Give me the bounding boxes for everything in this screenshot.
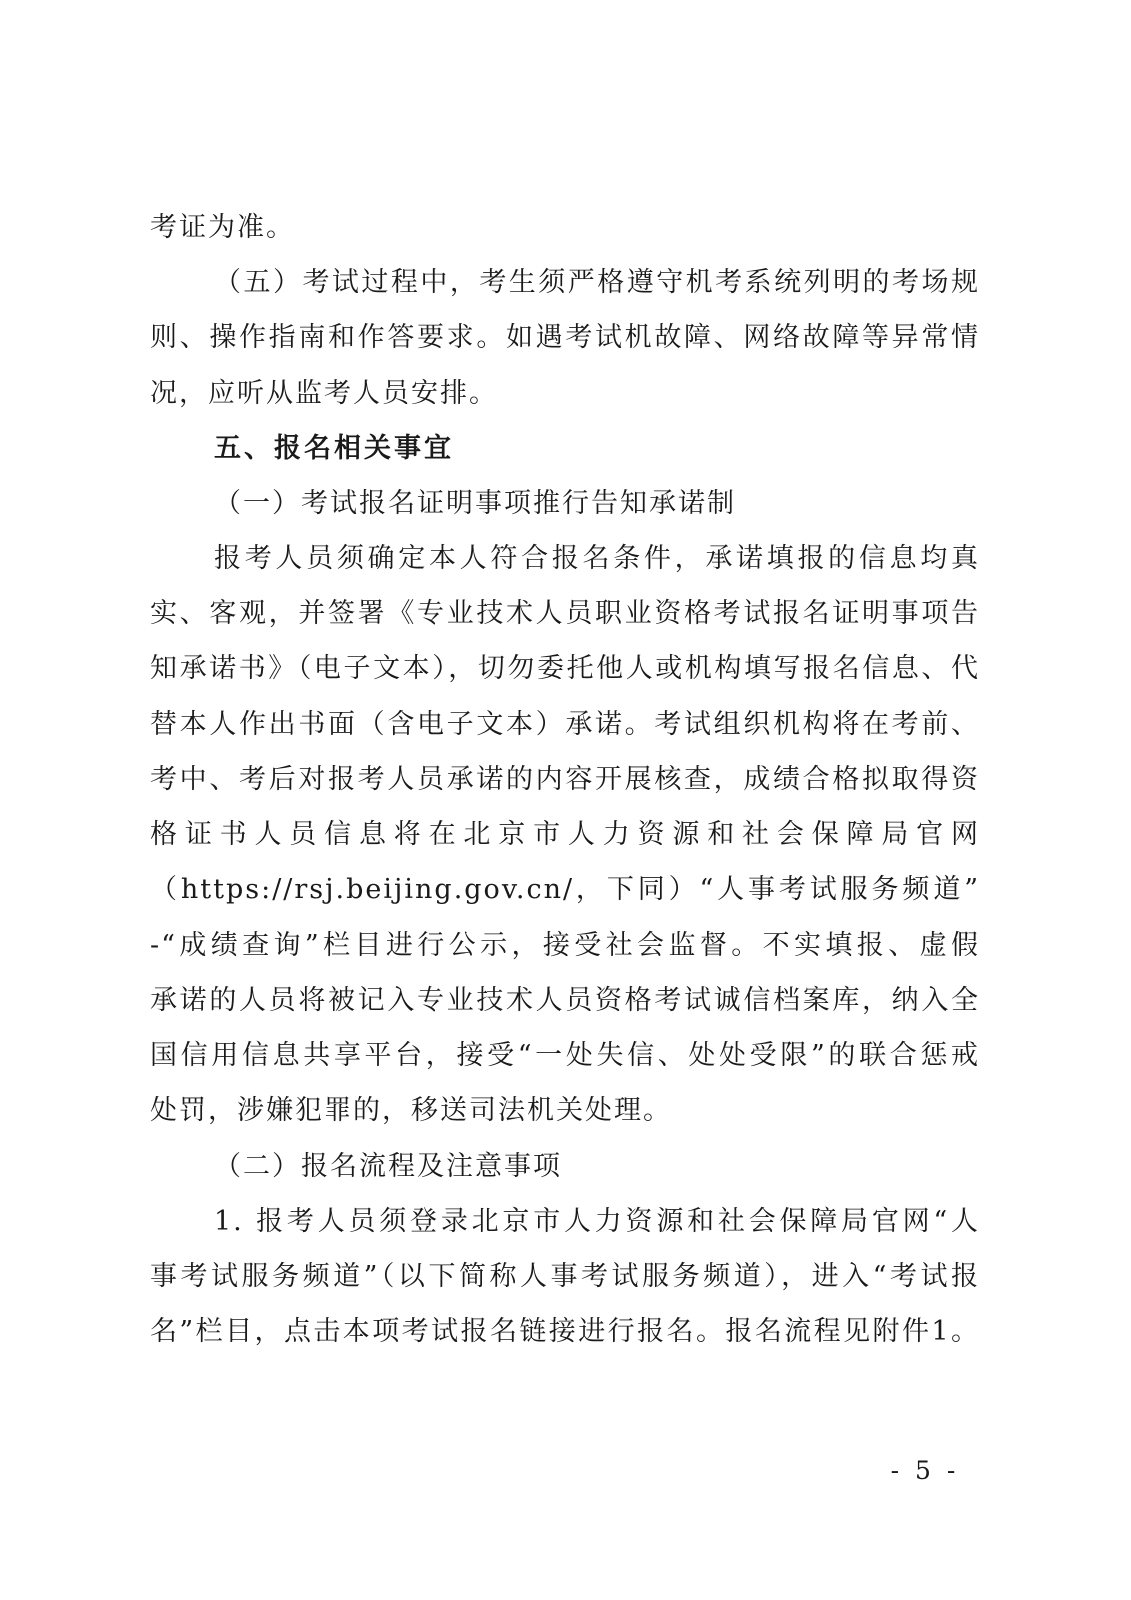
section-heading: 五、报名相关事宜 bbox=[214, 433, 454, 464]
paragraph-line: 国信用信息共享平台，接受“一处失信、处处受限”的联合惩戒 bbox=[150, 1040, 980, 1071]
paragraph-line: 知承诺书》（电子文本），切勿委托他人或机构填写报名信息、代 bbox=[150, 653, 980, 684]
paragraph-line: 1. 报考人员须登录北京市人力资源和社会保障局官网“人 bbox=[214, 1206, 980, 1237]
paragraph-line: 报考人员须确定本人符合报名条件，承诺填报的信息均真 bbox=[214, 543, 980, 574]
paragraph-line: 则、操作指南和作答要求。如遇考试机故障、网络故障等异常情 bbox=[150, 322, 980, 353]
paragraph-line: -“成绩查询”栏目进行公示，接受社会监督。不实填报、虚假 bbox=[150, 930, 980, 961]
paragraph-line: （五）考试过程中，考生须严格遵守机考系统列明的考场规 bbox=[214, 267, 980, 298]
paragraph-line: 况，应听从监考人员安排。 bbox=[150, 378, 498, 409]
paragraph-line: 格证书人员信息将在北京市人力资源和社会保障局官网 bbox=[150, 819, 980, 850]
paragraph-line: 考中、考后对报考人员承诺的内容开展核查，成绩合格拟取得资 bbox=[150, 764, 980, 795]
paragraph-line: 名”栏目，点击本项考试报名链接进行报名。报名流程见附件1。 bbox=[150, 1316, 980, 1347]
paragraph-line: 替本人作出书面（含电子文本）承诺。考试组织机构将在考前、 bbox=[150, 709, 980, 740]
paragraph-line: 处罚，涉嫌犯罪的，移送司法机关处理。 bbox=[150, 1095, 672, 1126]
paragraph-line: 考证为准。 bbox=[150, 212, 295, 243]
paragraph-line: 事考试服务频道”（以下简称人事考试服务频道），进入“考试报 bbox=[150, 1261, 980, 1292]
paragraph-line: 承诺的人员将被记入专业技术人员资格考试诚信档案库，纳入全 bbox=[150, 985, 980, 1016]
paragraph-line: 实、客观，并签署《专业技术人员职业资格考试报名证明事项告 bbox=[150, 598, 980, 629]
subsection-heading: （二）报名流程及注意事项 bbox=[214, 1151, 562, 1182]
page-number: - 5 - bbox=[890, 1456, 960, 1485]
paragraph-line-url: （https://rsj.beijing.gov.cn/，下同）“人事考试服务频道” bbox=[150, 874, 980, 905]
subsection-heading: （一）考试报名证明事项推行告知承诺制 bbox=[214, 488, 736, 519]
